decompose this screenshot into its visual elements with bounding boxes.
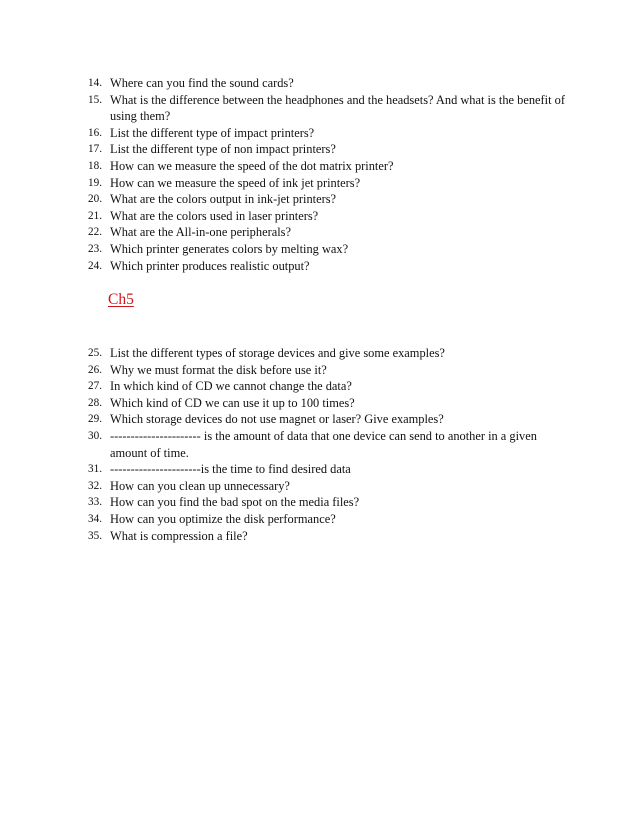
question-item — [88, 511, 568, 528]
question-text: List the different type of impact printers? — [110, 125, 315, 140]
question-text: Where can you find the sound cards? — [110, 76, 294, 90]
question-number: 24. — [88, 259, 102, 272]
question-number: 26. — [88, 363, 102, 376]
question-item — [88, 158, 568, 175]
question-number: 27. — [88, 380, 102, 393]
question-item — [88, 92, 568, 125]
question-item — [88, 224, 568, 241]
question-text: How can we measure the speed of the dot matrix printer? — [110, 158, 394, 173]
question-number: 17. — [88, 143, 102, 156]
question-item — [88, 362, 568, 379]
section-heading-ch5: Ch5 — [108, 291, 134, 308]
question-item — [88, 208, 568, 225]
question-text: ----------------------is the time to find desired data — [110, 462, 351, 477]
question-text: What is the difference between the headphones and the headsets? And what is the benefit of using them? — [110, 92, 565, 124]
question-number: 20. — [88, 193, 102, 206]
question-text: Which storage devices do not use magnet or laser? Give examples? — [110, 412, 444, 427]
question-number: 15. — [88, 93, 102, 106]
question-text: Why we must format the disk before use it? — [110, 362, 327, 377]
question-number: 19. — [88, 176, 102, 189]
question-item — [88, 125, 568, 142]
question-text: List the different type of non impact printers? — [110, 142, 336, 157]
question-text: Which printer generates colors by melting wax? — [110, 241, 349, 256]
question-list-part1 — [88, 75, 568, 274]
question-number: 29. — [88, 413, 102, 426]
question-text: In which kind of CD we cannot change the data? — [110, 379, 352, 394]
question-item — [88, 461, 568, 478]
question-number: 14. — [88, 77, 102, 89]
question-number: 21. — [88, 209, 102, 222]
question-item — [88, 528, 568, 545]
question-number: 18. — [88, 159, 102, 172]
question-item — [88, 241, 568, 258]
question-number: 31. — [88, 463, 102, 476]
question-text: What are the colors used in laser printers? — [110, 208, 319, 223]
question-text: How can you clean up unnecessary? — [110, 478, 290, 493]
question-text: How can you find the bad spot on the media files? — [110, 495, 360, 510]
question-number: 30. — [88, 429, 102, 442]
question-number: 28. — [88, 396, 102, 409]
question-number: 16. — [88, 126, 102, 139]
question-item — [88, 75, 568, 92]
question-item — [88, 494, 568, 511]
question-text: What is compression a file? — [110, 528, 248, 543]
question-text: ---------------------- is the amount of data that one device can send to another in a given amount of time. — [110, 428, 537, 460]
question-number: 22. — [88, 226, 102, 239]
question-item — [88, 345, 568, 362]
question-text: How can you optimize the disk performance? — [110, 511, 336, 526]
question-item — [88, 258, 568, 275]
question-text: Which kind of CD we can use it up to 100 times? — [110, 395, 355, 410]
question-text: What are the colors output in ink-jet printers? — [110, 192, 337, 207]
question-number: 35. — [88, 529, 102, 542]
question-item — [88, 395, 568, 412]
question-number: 23. — [88, 242, 102, 255]
question-number: 32. — [88, 479, 102, 492]
question-item — [88, 411, 568, 428]
question-item — [88, 428, 568, 461]
question-item — [88, 175, 568, 192]
question-item — [88, 378, 568, 395]
question-item — [88, 478, 568, 495]
question-item — [88, 191, 568, 208]
question-text: How can we measure the speed of ink jet printers? — [110, 175, 361, 190]
question-number: 33. — [88, 496, 102, 509]
question-text: Which printer produces realistic output? — [110, 258, 310, 273]
question-number: 34. — [88, 512, 102, 525]
question-text: What are the All-in-one peripherals? — [110, 225, 291, 240]
question-text: List the different types of storage devices and give some examples? — [110, 346, 445, 360]
question-number: 25. — [88, 347, 102, 359]
question-item — [88, 141, 568, 158]
question-list-part2 — [88, 345, 568, 544]
